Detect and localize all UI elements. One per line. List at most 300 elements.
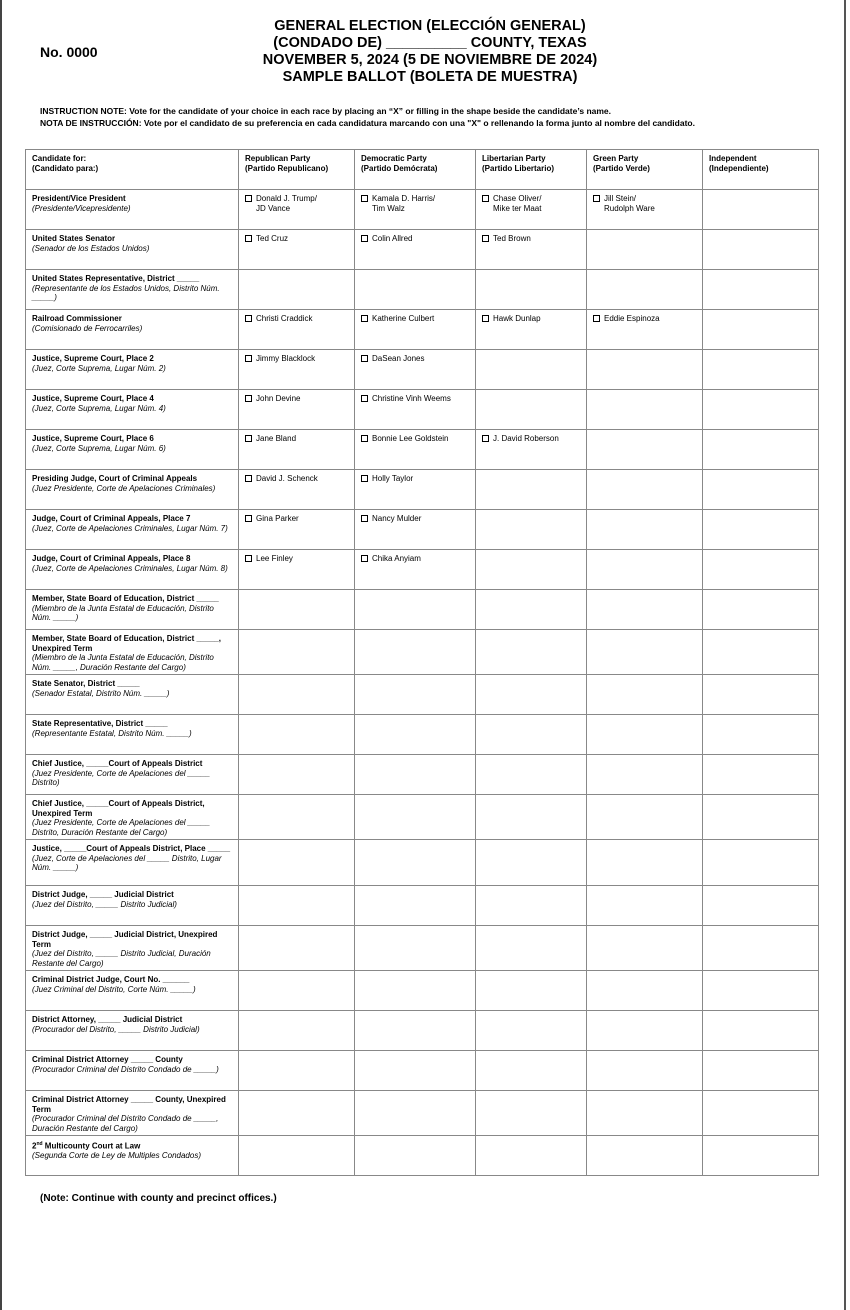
office-title-spanish: (Juez, Corte Suprema, Lugar Núm. 6) bbox=[32, 443, 166, 453]
candidate-cell bbox=[355, 190, 476, 230]
office-title-spanish: (Juez del Distrito, _____ Distrito Judicial) bbox=[32, 899, 177, 909]
column-header bbox=[239, 150, 355, 190]
vote-checkbox[interactable] bbox=[245, 395, 252, 402]
column-header-row bbox=[26, 150, 819, 190]
vote-checkbox[interactable] bbox=[245, 515, 252, 522]
office-title: Chief Justice, _____Court of Appeals District bbox=[32, 759, 203, 768]
candidate-option[interactable] bbox=[361, 234, 469, 244]
candidate-option[interactable] bbox=[245, 394, 348, 404]
candidate-cell bbox=[476, 1136, 587, 1176]
header-line-1: GENERAL ELECTION (ELECCIÓN GENERAL) bbox=[274, 18, 586, 34]
office-title-spanish: (Juez Presidente, Corte de Apelaciones del _____ Distrito, Duración Restante del Cargo) bbox=[32, 818, 211, 837]
candidate-cell bbox=[587, 1011, 703, 1051]
office-cell bbox=[26, 230, 239, 270]
candidate-option[interactable] bbox=[245, 234, 348, 244]
candidate-cell bbox=[355, 390, 476, 430]
office-cell bbox=[26, 390, 239, 430]
candidate-name: David J. Schenck bbox=[256, 474, 318, 483]
office-cell bbox=[26, 630, 239, 675]
candidate-cell bbox=[239, 270, 355, 310]
candidate-cell bbox=[703, 630, 819, 675]
vote-checkbox[interactable] bbox=[482, 435, 489, 442]
ballot-row bbox=[26, 675, 819, 715]
candidate-cell bbox=[476, 675, 587, 715]
candidate-option[interactable] bbox=[361, 514, 469, 524]
ballot-row bbox=[26, 926, 819, 971]
candidate-cell bbox=[239, 886, 355, 926]
candidate-cell bbox=[476, 715, 587, 755]
candidate-option[interactable] bbox=[245, 514, 348, 524]
office-title: Presiding Judge, Court of Criminal Appeals bbox=[32, 474, 198, 483]
candidate-option[interactable] bbox=[482, 434, 580, 444]
office-cell bbox=[26, 430, 239, 470]
candidate-cell bbox=[587, 675, 703, 715]
candidate-cell bbox=[587, 630, 703, 675]
office-title-spanish: (Procurador Criminal del Distrito Condado de _____) bbox=[32, 1064, 219, 1074]
ballot-row bbox=[26, 840, 819, 886]
candidate-cell bbox=[355, 840, 476, 886]
instruction-note-es: NOTA DE INSTRUCCIÓN: Vote por el candidato de su preferencia en cada candidatura marcando con una "X" o rellenando la forma junto al nombre del candidato. bbox=[40, 118, 695, 128]
candidate-cell bbox=[587, 1051, 703, 1091]
ballot-row bbox=[26, 1051, 819, 1091]
candidate-cell bbox=[587, 1091, 703, 1136]
candidate-cell bbox=[355, 795, 476, 840]
candidate-option[interactable] bbox=[245, 314, 348, 324]
ballot-row bbox=[26, 470, 819, 510]
candidate-cell bbox=[355, 310, 476, 350]
candidate-option[interactable] bbox=[361, 554, 469, 564]
candidate-cell bbox=[355, 1091, 476, 1136]
candidate-cell bbox=[587, 310, 703, 350]
office-title-spanish: (Juez, Corte Suprema, Lugar Núm. 4) bbox=[32, 403, 166, 413]
candidate-cell bbox=[355, 270, 476, 310]
candidate-cell bbox=[239, 840, 355, 886]
candidate-option[interactable] bbox=[593, 194, 696, 213]
candidate-cell bbox=[239, 590, 355, 630]
office-title-spanish: (Juez, Corte de Apelaciones del _____ Distrito, Lugar Núm. _____) bbox=[32, 853, 222, 872]
candidate-cell bbox=[476, 795, 587, 840]
office-cell bbox=[26, 190, 239, 230]
candidate-cell bbox=[587, 510, 703, 550]
candidate-cell bbox=[476, 1051, 587, 1091]
candidate-cell bbox=[703, 390, 819, 430]
candidate-cell bbox=[355, 1051, 476, 1091]
candidate-cell bbox=[476, 510, 587, 550]
vote-checkbox[interactable] bbox=[361, 515, 368, 522]
candidate-name: Lee Finley bbox=[256, 554, 293, 563]
vote-checkbox[interactable] bbox=[482, 195, 489, 202]
candidate-name: Jane Bland bbox=[256, 434, 297, 443]
vote-checkbox[interactable] bbox=[482, 235, 489, 242]
header-line-3: NOVEMBER 5, 2024 (5 DE NOVIEMBRE DE 2024) bbox=[262, 52, 598, 68]
candidate-cell bbox=[239, 510, 355, 550]
candidate-cell bbox=[703, 675, 819, 715]
candidate-cell bbox=[239, 190, 355, 230]
candidate-cell bbox=[703, 430, 819, 470]
vote-checkbox[interactable] bbox=[482, 315, 489, 322]
candidate-name: Hawk Dunlap bbox=[493, 314, 541, 323]
candidate-cell bbox=[476, 350, 587, 390]
ballot-body bbox=[26, 190, 819, 1176]
candidate-name: Christine Vinh Weems bbox=[372, 394, 451, 403]
candidate-name: Nancy Mulder bbox=[372, 514, 422, 523]
candidate-cell bbox=[703, 971, 819, 1011]
candidate-cell bbox=[587, 590, 703, 630]
candidate-cell bbox=[476, 270, 587, 310]
candidate-cell bbox=[587, 430, 703, 470]
office-title: Justice, _____Court of Appeals District, Place _____ bbox=[32, 844, 231, 853]
candidate-cell bbox=[476, 926, 587, 971]
candidate-cell bbox=[703, 1011, 819, 1051]
candidate-cell bbox=[476, 470, 587, 510]
ballot-row bbox=[26, 1136, 819, 1176]
candidate-name: Katherine Culbert bbox=[372, 314, 435, 323]
office-cell bbox=[26, 350, 239, 390]
candidate-cell bbox=[476, 230, 587, 270]
vote-checkbox[interactable] bbox=[361, 315, 368, 322]
candidate-cell bbox=[587, 1136, 703, 1176]
candidate-cell bbox=[703, 230, 819, 270]
candidate-cell bbox=[587, 840, 703, 886]
office-title: State Representative, District _____ bbox=[32, 719, 168, 728]
candidate-cell bbox=[703, 795, 819, 840]
office-title: Criminal District Attorney _____ County, Unexpired Term bbox=[32, 1095, 226, 1114]
vote-checkbox[interactable] bbox=[245, 195, 252, 202]
office-title: 2nd Multicounty Court at Law bbox=[32, 1141, 141, 1151]
office-cell bbox=[26, 795, 239, 840]
candidate-option[interactable] bbox=[361, 314, 469, 324]
candidate-name: Ted Brown bbox=[493, 234, 531, 243]
candidate-cell bbox=[239, 470, 355, 510]
candidate-cell bbox=[239, 1051, 355, 1091]
column-header-en: Green Party bbox=[593, 154, 639, 163]
candidate-cell bbox=[703, 190, 819, 230]
office-title: Chief Justice, _____Court of Appeals District, Unexpired Term bbox=[32, 799, 205, 818]
candidate-cell bbox=[355, 755, 476, 795]
office-cell bbox=[26, 510, 239, 550]
candidate-cell bbox=[239, 675, 355, 715]
candidate-cell bbox=[587, 926, 703, 971]
office-title-spanish: (Representante de los Estados Unidos, Distrito Núm. _____) bbox=[32, 283, 220, 302]
office-title: District Attorney, _____ Judicial District bbox=[32, 1015, 183, 1024]
office-title-spanish: (Segunda Corte de Ley de Multiples Condados) bbox=[32, 1151, 201, 1161]
vote-checkbox[interactable] bbox=[361, 235, 368, 242]
column-header bbox=[587, 150, 703, 190]
candidate-name: John Devine bbox=[256, 394, 301, 403]
candidate-cell bbox=[239, 715, 355, 755]
candidate-cell bbox=[239, 630, 355, 675]
office-title: Member, State Board of Education, District _____, Unexpired Term bbox=[32, 634, 221, 653]
ballot-row bbox=[26, 1011, 819, 1051]
office-title-spanish: (Juez Criminal del Distrito, Corte Núm. _____) bbox=[32, 984, 196, 994]
office-title: Railroad Commissioner bbox=[32, 314, 122, 323]
candidate-name: DaSean Jones bbox=[372, 354, 425, 363]
candidate-cell bbox=[703, 590, 819, 630]
candidate-cell bbox=[239, 350, 355, 390]
ballot-header bbox=[200, 18, 660, 86]
ballot-row bbox=[26, 230, 819, 270]
candidate-option[interactable] bbox=[245, 474, 348, 484]
column-header-en: Republican Party bbox=[245, 154, 311, 163]
candidate-cell bbox=[587, 270, 703, 310]
candidate-cell bbox=[587, 190, 703, 230]
office-cell bbox=[26, 270, 239, 310]
candidate-cell bbox=[476, 590, 587, 630]
candidate-cell bbox=[355, 715, 476, 755]
candidate-name: Gina Parker bbox=[256, 514, 299, 523]
instruction-notes bbox=[40, 105, 695, 129]
office-cell bbox=[26, 886, 239, 926]
ballot-row bbox=[26, 310, 819, 350]
column-header-en: Candidate for: bbox=[32, 154, 87, 163]
office-cell bbox=[26, 310, 239, 350]
candidate-name: Bonnie Lee Goldstein bbox=[372, 434, 449, 443]
candidate-cell bbox=[476, 190, 587, 230]
vote-checkbox[interactable] bbox=[361, 195, 368, 202]
vote-checkbox[interactable] bbox=[245, 435, 252, 442]
office-title-spanish: (Senador Estatal, Distrito Núm. _____) bbox=[32, 688, 170, 698]
candidate-cell bbox=[239, 1136, 355, 1176]
office-title: Member, State Board of Education, District _____ bbox=[32, 594, 219, 603]
office-title: Judge, Court of Criminal Appeals, Place 8 bbox=[32, 554, 191, 563]
candidate-cell bbox=[355, 510, 476, 550]
candidate-cell bbox=[476, 1011, 587, 1051]
vote-checkbox[interactable] bbox=[245, 235, 252, 242]
candidate-cell bbox=[703, 886, 819, 926]
candidate-cell bbox=[476, 886, 587, 926]
office-cell bbox=[26, 1091, 239, 1136]
candidate-option[interactable] bbox=[245, 354, 348, 364]
candidate-option[interactable] bbox=[361, 194, 469, 213]
candidate-cell bbox=[703, 470, 819, 510]
candidate-cell bbox=[476, 1091, 587, 1136]
ballot-row bbox=[26, 630, 819, 675]
office-title-spanish: (Presidente/Vicepresidente) bbox=[32, 203, 131, 213]
candidate-cell bbox=[355, 675, 476, 715]
candidate-option[interactable] bbox=[482, 234, 580, 244]
candidate-cell bbox=[239, 795, 355, 840]
office-title: Justice, Supreme Court, Place 2 bbox=[32, 354, 154, 363]
candidate-name: Christi Craddick bbox=[256, 314, 313, 323]
ballot-row bbox=[26, 1091, 819, 1136]
office-title: District Judge, _____ Judicial District, Unexpired Term bbox=[32, 930, 218, 949]
candidate-cell bbox=[355, 1136, 476, 1176]
candidate-cell bbox=[587, 350, 703, 390]
office-title-spanish: (Senador de los Estados Unidos) bbox=[32, 243, 150, 253]
candidate-cell bbox=[355, 630, 476, 675]
office-title-spanish: (Juez Presidente, Corte de Apelaciones del _____ Distrito) bbox=[32, 768, 211, 787]
ballot-row bbox=[26, 590, 819, 630]
ballot-row bbox=[26, 971, 819, 1011]
ballot-row bbox=[26, 430, 819, 470]
office-cell bbox=[26, 1136, 239, 1176]
vote-checkbox[interactable] bbox=[245, 475, 252, 482]
candidate-cell bbox=[239, 971, 355, 1011]
column-header-es: (Partido Republicano) bbox=[245, 163, 329, 173]
candidate-cell bbox=[239, 550, 355, 590]
candidate-cell bbox=[703, 755, 819, 795]
candidate-cell bbox=[703, 550, 819, 590]
vote-checkbox[interactable] bbox=[593, 315, 600, 322]
office-title-spanish: (Representante Estatal, Distrito Núm. _____) bbox=[32, 728, 192, 738]
office-title-spanish: (Miembro de la Junta Estatal de Educación, Distrito Núm. _____, Duración Restante del Cargo) bbox=[32, 653, 214, 672]
office-title: Criminal District Judge, Court No. ______ bbox=[32, 975, 190, 984]
candidate-cell bbox=[476, 310, 587, 350]
office-title-spanish: (Juez Presidente, Corte de Apelaciones Criminales) bbox=[32, 483, 216, 493]
candidate-cell bbox=[239, 1011, 355, 1051]
candidate-name: Ted Cruz bbox=[256, 234, 289, 243]
candidate-cell bbox=[703, 350, 819, 390]
column-header-en: Democratic Party bbox=[361, 154, 427, 163]
candidate-cell bbox=[239, 390, 355, 430]
candidate-name: Jill Stein/ Rudolph Ware bbox=[604, 194, 655, 213]
candidate-cell bbox=[587, 971, 703, 1011]
candidate-option[interactable] bbox=[482, 314, 580, 324]
column-header bbox=[476, 150, 587, 190]
ballot-row bbox=[26, 350, 819, 390]
candidate-cell bbox=[239, 230, 355, 270]
ballot-row bbox=[26, 715, 819, 755]
vote-checkbox[interactable] bbox=[245, 555, 252, 562]
candidate-cell bbox=[476, 840, 587, 886]
candidate-cell bbox=[239, 755, 355, 795]
candidate-name: Eddie Espinoza bbox=[604, 314, 660, 323]
office-cell bbox=[26, 840, 239, 886]
office-cell bbox=[26, 470, 239, 510]
candidate-option[interactable] bbox=[245, 194, 348, 213]
candidate-cell bbox=[703, 1051, 819, 1091]
column-header-en: Libertarian Party bbox=[482, 154, 546, 163]
candidate-cell bbox=[587, 230, 703, 270]
candidate-name: Holly Taylor bbox=[372, 474, 414, 483]
candidate-cell bbox=[355, 550, 476, 590]
candidate-cell bbox=[703, 840, 819, 886]
candidate-name: Kamala D. Harris/ Tim Walz bbox=[372, 194, 436, 213]
candidate-option[interactable] bbox=[245, 434, 348, 444]
column-header bbox=[26, 150, 239, 190]
candidate-cell bbox=[703, 310, 819, 350]
candidate-option[interactable] bbox=[482, 194, 580, 213]
candidate-option[interactable] bbox=[361, 474, 469, 484]
footer-note: (Note: Continue with county and precinct offices.) bbox=[40, 1193, 277, 1204]
candidate-cell bbox=[355, 430, 476, 470]
office-cell bbox=[26, 550, 239, 590]
candidate-cell bbox=[355, 1011, 476, 1051]
candidate-cell bbox=[703, 1136, 819, 1176]
ballot-row bbox=[26, 190, 819, 230]
office-title: District Judge, _____ Judicial District bbox=[32, 890, 174, 899]
office-cell bbox=[26, 590, 239, 630]
candidate-cell bbox=[355, 971, 476, 1011]
candidate-cell bbox=[476, 550, 587, 590]
office-cell bbox=[26, 1011, 239, 1051]
candidate-cell bbox=[239, 310, 355, 350]
vote-checkbox[interactable] bbox=[361, 395, 368, 402]
office-title-spanish: (Juez del Distrito, _____ Distrito Judicial, Duración Restante del Cargo) bbox=[32, 949, 211, 968]
column-header-en: Independent bbox=[709, 154, 757, 163]
candidate-cell bbox=[703, 1091, 819, 1136]
candidate-cell bbox=[355, 926, 476, 971]
office-title: State Senator, District _____ bbox=[32, 679, 140, 688]
office-title-spanish: (Miembro de la Junta Estatal de Educación, Distrito Núm. _____) bbox=[32, 603, 214, 622]
candidate-cell bbox=[476, 390, 587, 430]
ballot-row bbox=[26, 510, 819, 550]
candidate-cell bbox=[587, 755, 703, 795]
ballot-number: No. 0000 bbox=[40, 44, 98, 60]
vote-checkbox[interactable] bbox=[361, 555, 368, 562]
office-title: President/Vice President bbox=[32, 194, 126, 203]
vote-checkbox[interactable] bbox=[361, 435, 368, 442]
candidate-option[interactable] bbox=[361, 354, 469, 364]
candidate-option[interactable] bbox=[245, 554, 348, 564]
candidate-name: Colin Allred bbox=[372, 234, 413, 243]
office-title: United States Representative, District _____ bbox=[32, 274, 200, 283]
candidate-cell bbox=[587, 886, 703, 926]
column-header-es: (Independiente) bbox=[709, 163, 769, 173]
candidate-cell bbox=[239, 1091, 355, 1136]
candidate-cell bbox=[587, 795, 703, 840]
ballot-table bbox=[25, 149, 819, 1176]
vote-checkbox[interactable] bbox=[361, 355, 368, 362]
header-line-4: SAMPLE BALLOT (BOLETA DE MUESTRA) bbox=[282, 69, 578, 85]
candidate-cell bbox=[587, 470, 703, 510]
candidate-cell bbox=[476, 755, 587, 795]
candidate-cell bbox=[476, 430, 587, 470]
office-title: Justice, Supreme Court, Place 6 bbox=[32, 434, 154, 443]
office-cell bbox=[26, 1051, 239, 1091]
candidate-cell bbox=[587, 550, 703, 590]
ballot-row bbox=[26, 795, 819, 840]
candidate-cell bbox=[355, 470, 476, 510]
column-header-es: (Partido Demócrata) bbox=[361, 163, 438, 173]
vote-checkbox[interactable] bbox=[245, 355, 252, 362]
candidate-cell bbox=[239, 926, 355, 971]
vote-checkbox[interactable] bbox=[245, 315, 252, 322]
candidate-cell bbox=[703, 510, 819, 550]
column-header-es: (Candidato para:) bbox=[32, 163, 99, 173]
office-cell bbox=[26, 971, 239, 1011]
candidate-option[interactable] bbox=[593, 314, 696, 324]
office-title: Judge, Court of Criminal Appeals, Place 7 bbox=[32, 514, 191, 523]
candidate-cell bbox=[355, 350, 476, 390]
office-title-spanish: (Juez, Corte de Apelaciones Criminales, Lugar Núm. 7) bbox=[32, 523, 228, 533]
candidate-option[interactable] bbox=[361, 394, 469, 404]
ballot-row bbox=[26, 550, 819, 590]
ballot-row bbox=[26, 886, 819, 926]
candidate-name: Jimmy Blacklock bbox=[256, 354, 316, 363]
header-line-2: (CONDADO DE) __________ COUNTY, TEXAS bbox=[273, 35, 587, 51]
column-header bbox=[703, 150, 819, 190]
office-cell bbox=[26, 926, 239, 971]
candidate-cell bbox=[355, 590, 476, 630]
office-title: United States Senator bbox=[32, 234, 116, 243]
office-title-spanish: (Juez, Corte Suprema, Lugar Núm. 2) bbox=[32, 363, 166, 373]
candidate-name: Chase Oliver/ Mike ter Maat bbox=[493, 194, 542, 213]
office-cell bbox=[26, 675, 239, 715]
ballot-row bbox=[26, 755, 819, 795]
vote-checkbox[interactable] bbox=[593, 195, 600, 202]
office-cell bbox=[26, 755, 239, 795]
candidate-name: Chika Anyiam bbox=[372, 554, 421, 563]
vote-checkbox[interactable] bbox=[361, 475, 368, 482]
candidate-cell bbox=[355, 230, 476, 270]
candidate-cell bbox=[355, 886, 476, 926]
office-cell bbox=[26, 715, 239, 755]
office-title-spanish: (Juez, Corte de Apelaciones Criminales, Lugar Núm. 8) bbox=[32, 563, 228, 573]
column-header bbox=[355, 150, 476, 190]
candidate-option[interactable] bbox=[361, 434, 469, 444]
candidate-cell bbox=[703, 270, 819, 310]
